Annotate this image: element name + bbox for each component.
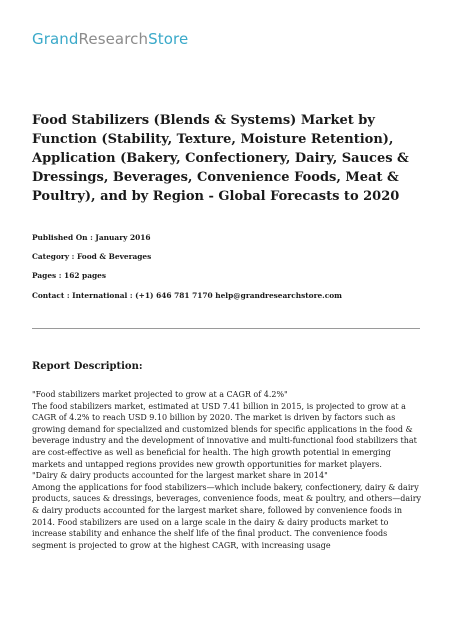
description-paragraph: "Food stabilizers market projected to grow at a CAGR of 4.2%" bbox=[32, 390, 288, 399]
report-description-heading: Report Description: bbox=[32, 361, 143, 372]
published-date: Published On : January 2016 bbox=[32, 233, 151, 242]
section-divider bbox=[32, 328, 420, 329]
description-paragraph: The food stabilizers market, estimated at USD 7.41 billion in 2015, is projected to grow at a CAGR of 4.2% to reach USD 9.10 billion by 2020. The market is driven by factors such as growing demand for specialized and customized blends for specific applications in the food & beverage industry and the development of innovative and multi-functional food stabilizers that are cost-effective as well as beneficial for health. The high growth potential in emerging markets and untapped regions provides new growth opportunities for market players. bbox=[32, 401, 417, 469]
page-count: Pages : 162 pages bbox=[32, 271, 107, 280]
logo-text-grand: Grand bbox=[32, 30, 79, 48]
description-paragraph: Among the applications for food stabilizers—which include bakery, confectionery, dairy & dairy products, sauces & dressings, beverages, convenience foods, meat & poultry, and others—dairy & dairy products accounted for the largest market share, followed by convenience foods in 2014. Food stabilizers are used on a large scale in the dairy & dairy products market to increase stability and enhance the shelf life of the final product. The convenience foods segment is projected to grow at the highest CAGR, with increasing usage bbox=[32, 482, 422, 550]
logo-text-store: Store bbox=[148, 30, 189, 48]
report-description-body bbox=[32, 389, 424, 551]
contact-info: Contact : International : (+1) 646 781 7170 help@grandresearchstore.com bbox=[32, 291, 342, 300]
logo-text-research: Research bbox=[78, 30, 149, 48]
description-paragraph: "Dairy & dairy products accounted for the largest market share in 2014" bbox=[32, 471, 328, 481]
report-title: Food Stabilizers (Blends & Systems) Market by Function (Stability, Texture, Moisture Retention), Application (Bakery, Confectionery, Dairy, Sauces & Dressings, Beverages, Convenience Foods, Meat & Poultry), and by Region - Global Forecasts to 2020 bbox=[32, 113, 409, 204]
brand-logo[interactable] bbox=[32, 30, 188, 48]
report-category: Category : Food & Beverages bbox=[32, 252, 152, 261]
